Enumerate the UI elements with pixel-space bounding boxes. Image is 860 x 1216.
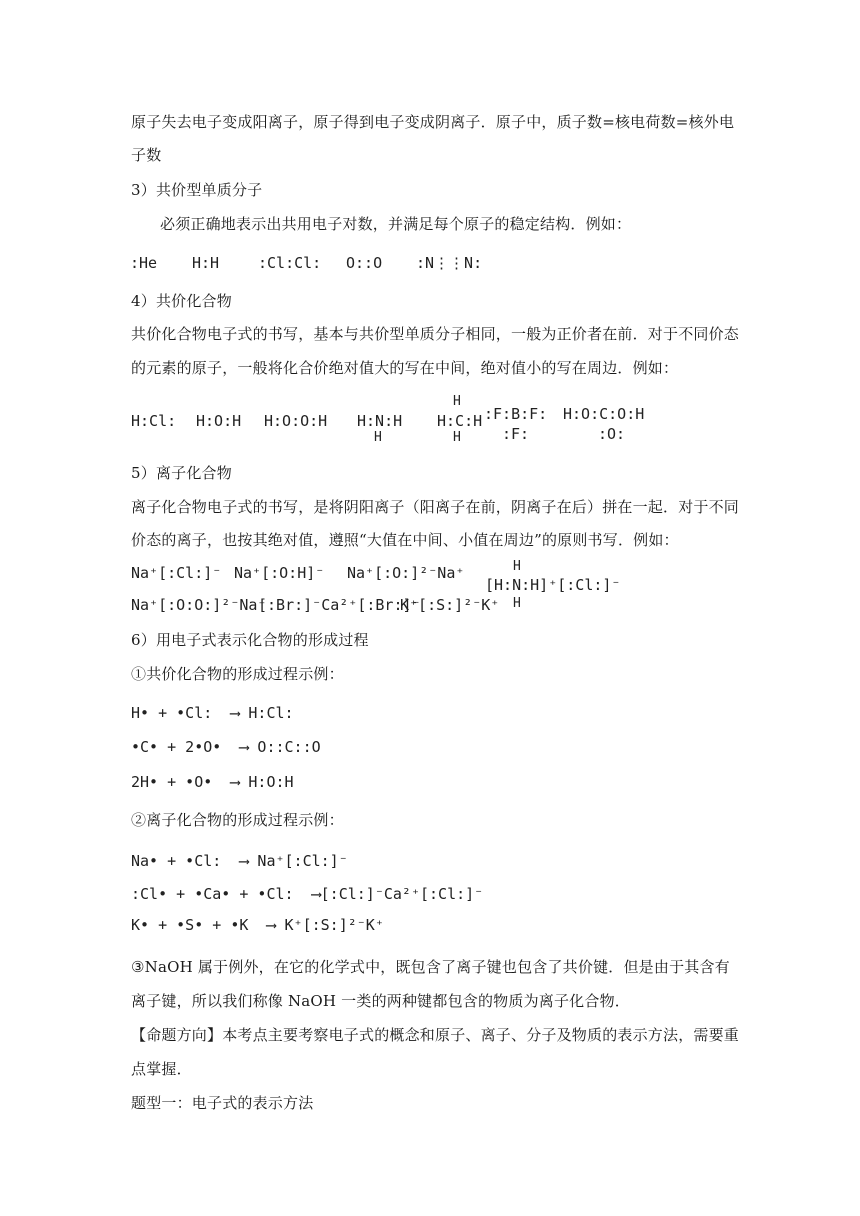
formula-process-hcl: H• + •Cl: ⟶ H:Cl: [131,704,294,722]
formula-bf3: :F:B:F: [484,405,548,423]
formula-h2co3-bottom-o: :O: [598,425,626,443]
paragraph-covalent-elements: 必须正确地表示出共用电子对数，并满足每个原子的稳定结构．例如： [160,215,632,233]
formula-na2o2: Na⁺[:O:O:]²⁻Na⁺ [131,596,267,614]
formula-nh4cl-bottom-h: H [513,596,521,611]
paragraph-ionic-compounds-2: 价态的离子，也按其绝对值，遵照“大值在中间、小值在周边”的原则书写．例如： [131,531,679,549]
formula-hcl: H:Cl: [131,412,177,430]
formula-process-cacl2: :Cl• + •Ca• + •Cl: ⟶[:Cl:]⁻Ca²⁺[:Cl:]⁻ [131,885,484,903]
formula-naoh: Na⁺[:O:H]⁻ [234,564,325,582]
formula-nh3-bottom-h: H [374,430,382,445]
heading-formation-process: 6）用电子式表示化合物的形成过程 [131,631,369,649]
formula-na2o: Na⁺[:O:]²⁻Na⁺ [347,564,465,582]
paragraph-covalent-compounds-1: 共价化合物电子式的书写，基本与共价型单质分子相同，一般为正价者在前．对于不同价态 [131,325,740,343]
heading-covalent-compounds: 4）共价化合物 [131,292,232,310]
paragraph-exam-direction-2: 点掌握． [131,1060,192,1078]
paragraph-question-type-1: 题型一：电子式的表示方法 [131,1094,314,1112]
paragraph-atom-ions: 原子失去电子变成阳离子，原子得到电子变成阴离子．原子中，质子数=核电荷数=核外电 [131,113,735,131]
paragraph-ionic-compounds-1: 离子化合物电子式的书写，是将阴阳离子（阳离子在前，阴离子在后）拼在一起．对于不同 [131,498,740,516]
formula-ch4-bottom-h: H [453,430,461,445]
formula-process-k2s: K• + •S• + •K ⟶ K⁺[:S:]²⁻K⁺ [131,916,384,934]
formula-n2: :N⋮⋮N: [416,254,483,272]
formula-process-co2: •C• + 2•O• ⟶ O::C::O [131,738,321,756]
formula-process-h2o: 2H• + •O• ⟶ H:O:H [131,773,294,791]
formula-nh4cl: [H:N:H]⁺[:Cl:]⁻ [485,576,621,594]
formula-h2: H:H [192,254,220,272]
formula-h2o2: H:O:O:H [264,412,328,430]
formula-bf3-bottom-f: :F: [502,425,530,443]
subheading-ionic-process: ②离子化合物的形成过程示例： [131,811,344,829]
formula-h2co3: H:O:C:O:H [563,405,645,423]
formula-h2o: H:O:H [196,412,242,430]
formula-k2s: K⁺[:S:]²⁻K⁺ [400,596,500,614]
formula-nh4cl-top-h: H [513,559,521,574]
paragraph-atom-ions-cont: 子数 [131,146,162,164]
formula-ch4: H:C:H [437,412,483,430]
formula-cl2: :Cl:Cl: [258,254,322,272]
formula-ch4-top-h: H [453,394,461,409]
formula-o2: O::O [346,254,383,272]
formula-process-nacl: Na• + •Cl: ⟶ Na⁺[:Cl:]⁻ [131,852,348,870]
formula-nh3: H:N:H [357,412,403,430]
subheading-covalent-process: ①共价化合物的形成过程示例： [131,665,344,683]
paragraph-naoh-exception-1: ③NaOH 属于例外，在它的化学式中，既包含了离子键也包含了共价键．但是由于其含有 [131,958,730,976]
formula-nacl: Na⁺[:Cl:]⁻ [131,564,222,582]
formula-cabr2: [:Br:]⁻Ca²⁺[:Br:]⁻ [258,596,421,614]
paragraph-exam-direction-1: 【命题方向】本考点主要考察电子式的概念和原子、离子、分子及物质的表示方法，需要重 [131,1026,740,1044]
heading-covalent-elements: 3）共价型单质分子 [131,181,263,199]
formula-he: :He [130,254,158,272]
paragraph-naoh-exception-2: 离子键，所以我们称像 NaOH 一类的两种键都包含的物质为离子化合物． [131,992,630,1010]
paragraph-covalent-compounds-2: 的元素的原子，一般将化合价绝对值大的写在中间，绝对值小的写在周边．例如： [131,359,679,377]
heading-ionic-compounds: 5）离子化合物 [131,464,232,482]
